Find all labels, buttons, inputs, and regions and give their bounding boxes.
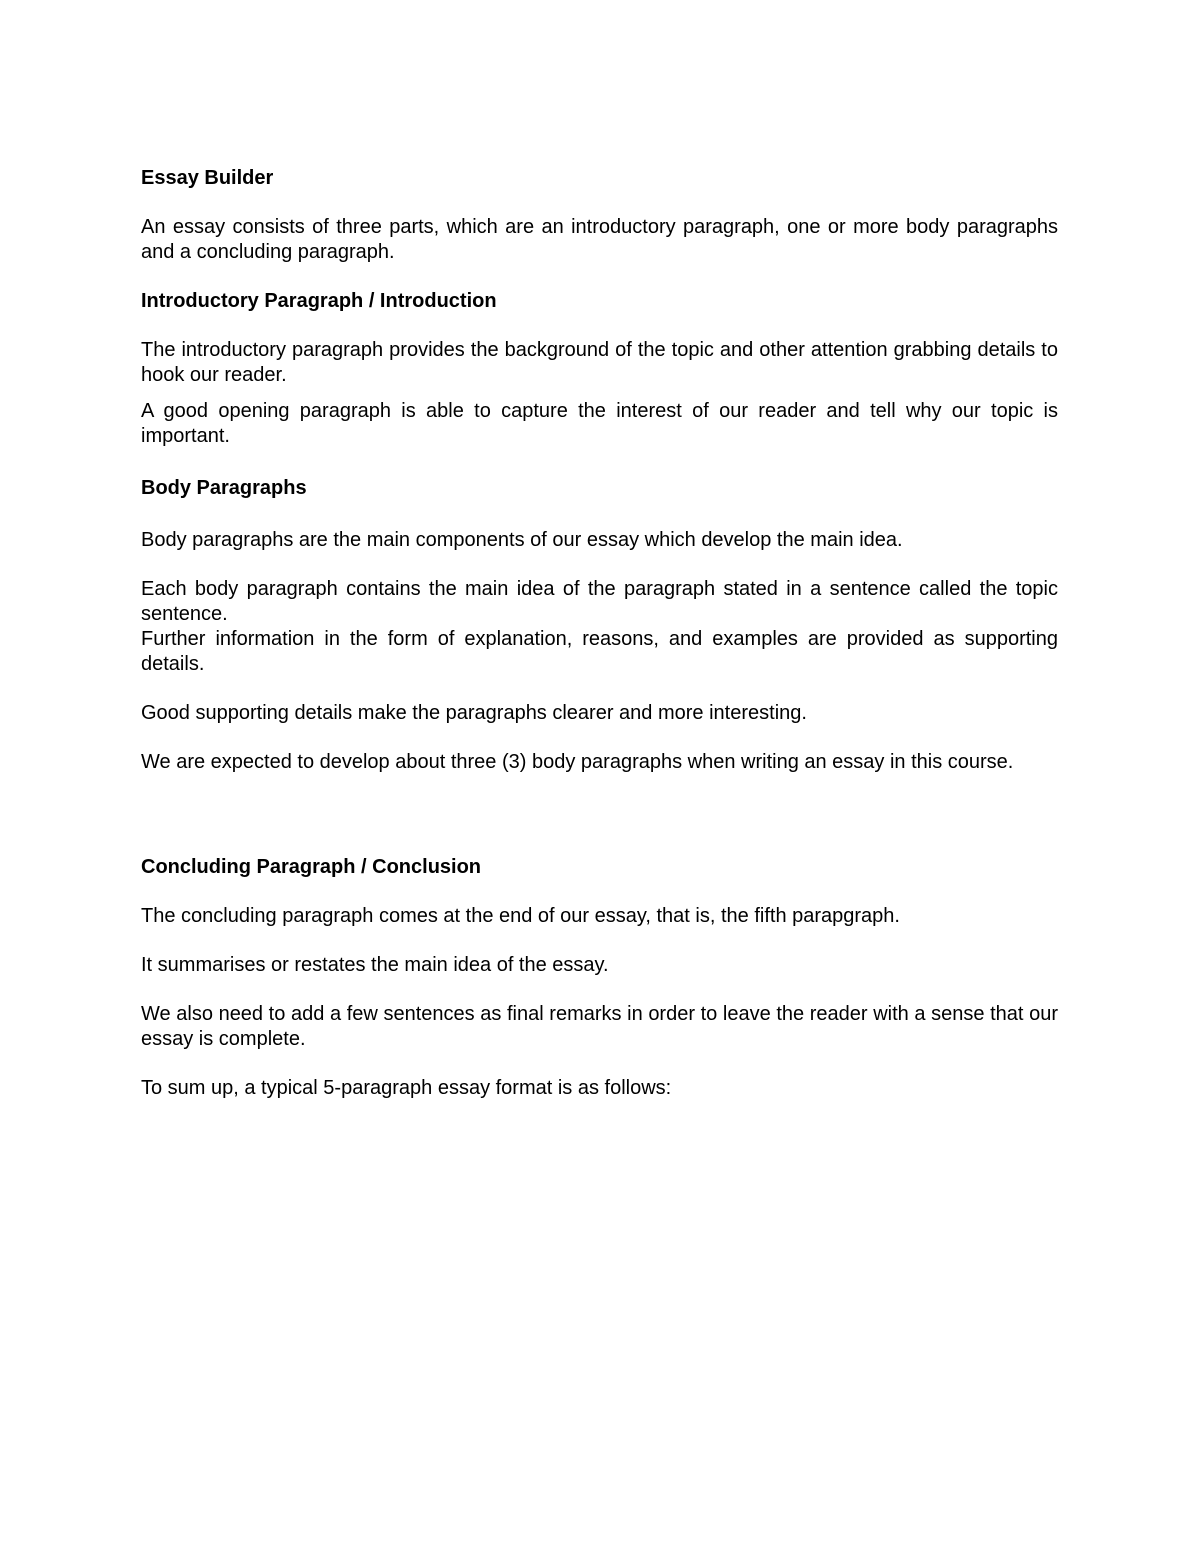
body-heading: Body Paragraphs [141,477,307,499]
body-paragraph-4: Good supporting details make the paragraphs clearer and more interesting. [141,702,807,724]
body-paragraph-5: We are expected to develop about three (3) body paragraphs when writing an essay in this course. [141,751,1014,773]
conclusion-paragraph-1: The concluding paragraph comes at the end of our essay, that is, the fifth parapgraph. [141,905,900,927]
body-paragraph-1: Body paragraphs are the main components of our essay which develop the main idea. [141,529,903,551]
introduction-heading: Introductory Paragraph / Introduction [141,290,497,312]
document-title: Essay Builder [141,167,274,189]
body-paragraph-3: Further information in the form of explanation, reasons, and examples are provided as supporting details. [141,628,1058,675]
introduction-paragraph-1: The introductory paragraph provides the background of the topic and other attention grabbing details to hook our reader. [141,339,1058,386]
conclusion-paragraph-3: We also need to add a few sentences as final remarks in order to leave the reader with a sense that our essay is complete. [141,1003,1058,1050]
conclusion-paragraph-4: To sum up, a typical 5-paragraph essay format is as follows: [141,1077,672,1099]
conclusion-heading: Concluding Paragraph / Conclusion [141,856,482,878]
intro-paragraph: An essay consists of three parts, which are an introductory paragraph, one or more body paragraphs and a concluding paragraph. [141,216,1058,263]
body-paragraph-2: Each body paragraph contains the main idea of the paragraph stated in a sentence called the topic sentence. [141,578,1058,625]
document-body [141,166,1058,1101]
conclusion-paragraph-2: It summarises or restates the main idea of the essay. [141,954,609,976]
introduction-paragraph-2: A good opening paragraph is able to capture the interest of our reader and tell why our topic is important. [141,400,1058,447]
